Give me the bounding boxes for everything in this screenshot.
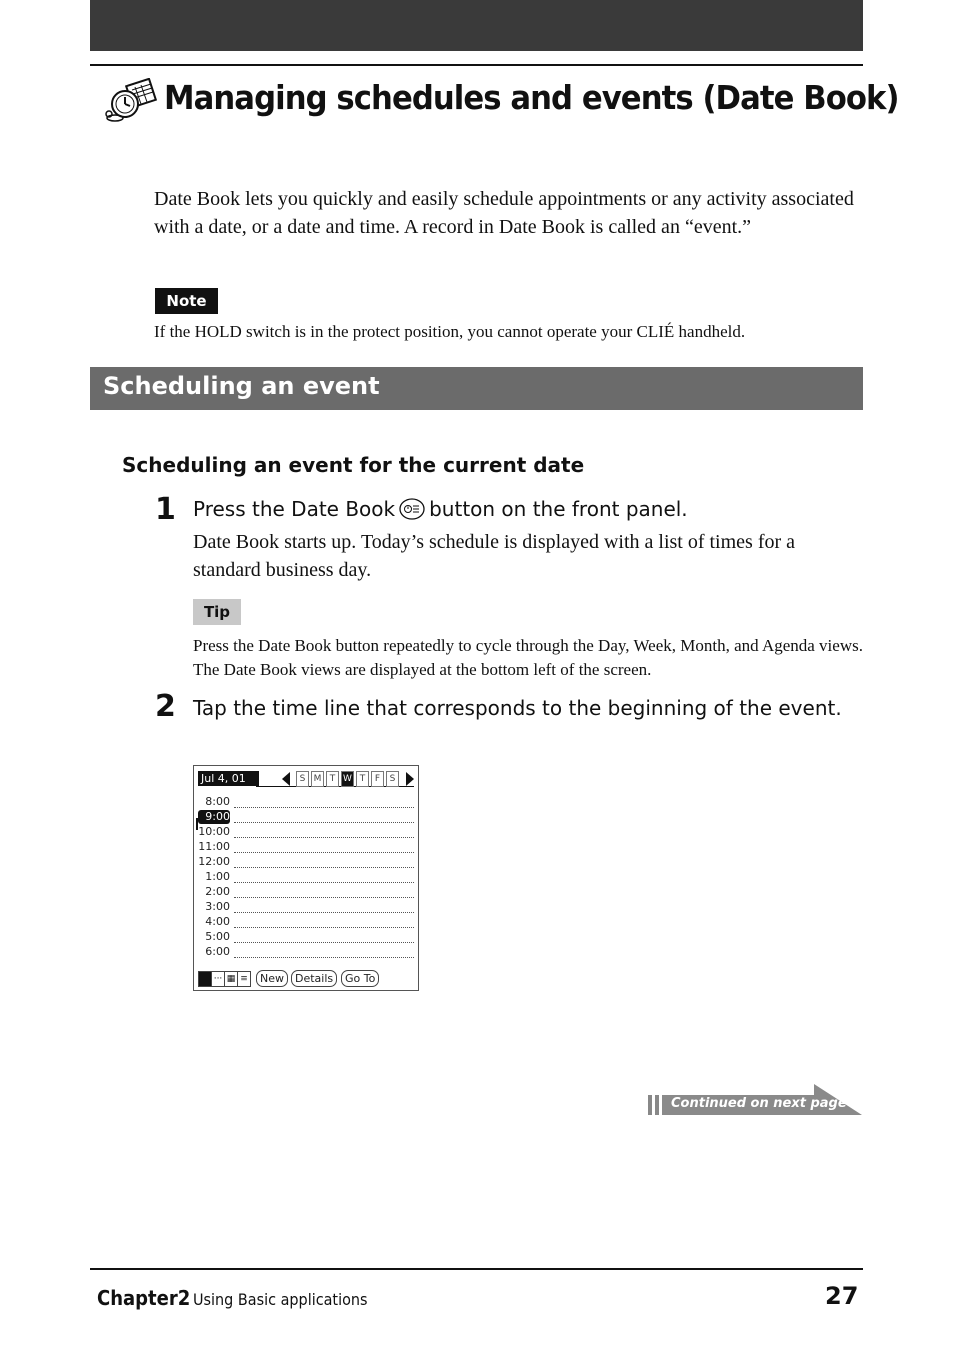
time-label[interactable]: 6:00: [205, 945, 230, 958]
date-book-button-icon: [399, 498, 425, 520]
agenda-view-icon[interactable]: ≡: [237, 971, 251, 987]
step-title-text: button on the front panel.: [429, 497, 688, 521]
time-label[interactable]: 1:00: [205, 870, 230, 883]
previous-week-arrow-icon[interactable]: [282, 772, 290, 786]
footer-rule: [90, 1268, 863, 1270]
day-button[interactable]: S: [296, 771, 309, 787]
time-line[interactable]: [234, 852, 414, 853]
footer-section: Using Basic applications: [193, 1290, 368, 1309]
time-label[interactable]: 10:00: [198, 825, 230, 838]
time-label[interactable]: 3:00: [205, 900, 230, 913]
new-button[interactable]: New: [256, 970, 288, 987]
details-button[interactable]: Details: [291, 970, 337, 987]
day-view-icon[interactable]: [198, 971, 212, 987]
time-line[interactable]: [234, 882, 414, 883]
sub-heading: Scheduling an event for the current date: [122, 453, 585, 477]
step-title: [193, 497, 688, 521]
tip-text: Press the Date Book button repeatedly to cycle through the Day, Week, Month, and Agenda views. The Date Book views are displayed at the bottom left of the screen.: [193, 636, 863, 679]
next-week-arrow-icon[interactable]: [406, 772, 414, 786]
note-text: If the HOLD switch is in the protect position, you cannot operate your CLIÉ handheld.: [154, 322, 746, 341]
step-title: Tap the time line that corresponds to the beginning of the event.: [193, 696, 842, 720]
go-to-button[interactable]: Go To: [341, 970, 379, 987]
day-button[interactable]: S: [386, 771, 399, 787]
time-line[interactable]: [234, 897, 414, 898]
day-button[interactable]: M: [311, 771, 324, 787]
page-title: Managing schedules and events (Date Book): [164, 78, 899, 117]
time-label[interactable]: 12:00: [198, 855, 230, 868]
step-title-text: Press the Date Book: [193, 497, 396, 521]
date-tab[interactable]: Jul 4, 01: [198, 771, 259, 786]
time-label[interactable]: 8:00: [205, 795, 230, 808]
time-line[interactable]: [234, 957, 414, 958]
note-label: Note: [155, 288, 218, 314]
date-book-screen: [193, 765, 419, 991]
header-bar: [90, 0, 863, 51]
date-book-icon: [105, 78, 157, 122]
time-line[interactable]: [234, 927, 414, 928]
time-label[interactable]: 11:00: [198, 840, 230, 853]
footer-chapter: Chapter2: [97, 1286, 191, 1310]
tip-label: Tip: [193, 599, 241, 625]
time-label[interactable]: 2:00: [205, 885, 230, 898]
time-line[interactable]: [234, 867, 414, 868]
page-number: 27: [825, 1282, 859, 1310]
time-line[interactable]: [234, 912, 414, 913]
time-label[interactable]: 5:00: [205, 930, 230, 943]
month-view-icon[interactable]: ▦: [224, 971, 238, 987]
day-button[interactable]: T: [326, 771, 339, 787]
step-body: Date Book starts up. Today’s schedule is displayed with a list of times for a standard business day.: [193, 531, 796, 581]
day-button[interactable]: T: [356, 771, 369, 787]
header-rule: [90, 64, 863, 66]
time-line[interactable]: [234, 837, 414, 838]
time-line[interactable]: [234, 942, 414, 943]
day-button[interactable]: W: [341, 771, 354, 787]
time-line[interactable]: [234, 822, 414, 823]
section-title: Scheduling an event: [103, 372, 380, 400]
time-line[interactable]: [234, 807, 414, 808]
week-view-icon[interactable]: ···: [211, 971, 225, 987]
intro-paragraph: Date Book lets you quickly and easily schedule appointments or any activity associated with a date, or a date and time. A record in Date Book is called an “event.”: [154, 188, 854, 238]
time-label[interactable]: 4:00: [205, 915, 230, 928]
time-label[interactable]: 9:00: [198, 810, 230, 824]
step-number: 2: [155, 689, 176, 724]
continued-text: Continued on next page: [671, 1096, 847, 1111]
day-button[interactable]: F: [371, 771, 384, 787]
step-number: 1: [155, 492, 176, 527]
